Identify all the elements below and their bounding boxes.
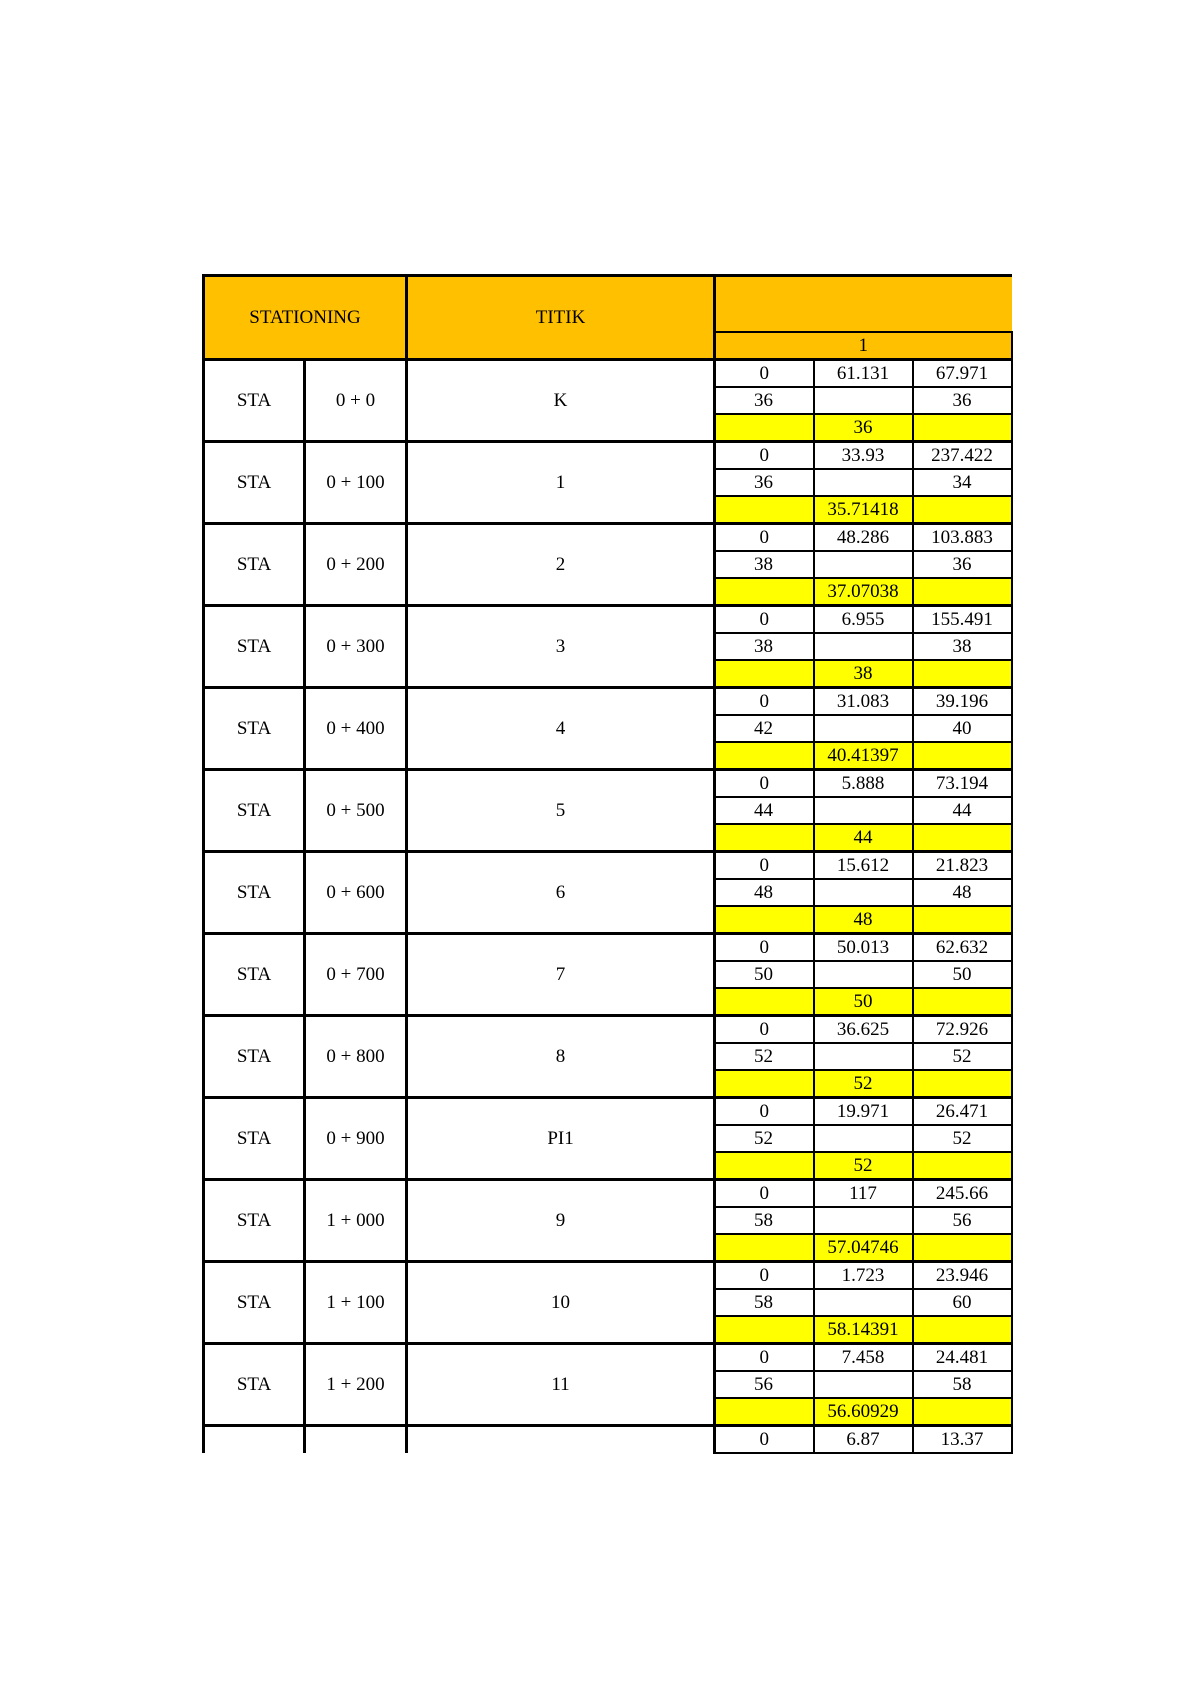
station-row — [204, 933, 1012, 961]
average-value: 35.71418 — [814, 496, 913, 524]
sta-label: STA — [204, 523, 305, 605]
cell-c3 — [913, 1152, 1012, 1180]
average-value: 52 — [814, 1070, 913, 1098]
cell-b1: 52 — [715, 1043, 814, 1070]
average-value: 48 — [814, 906, 913, 934]
stationing-value: 1 + 100 — [305, 1261, 407, 1343]
sta-empty — [204, 1425, 305, 1453]
cell-b3: 56 — [913, 1207, 1012, 1234]
titik-value: 1 — [407, 441, 715, 523]
titik-value: 8 — [407, 1015, 715, 1097]
cell-b3: 60 — [913, 1289, 1012, 1316]
stationing-value: 0 + 100 — [305, 441, 407, 523]
cell-a1: 0 — [715, 605, 814, 633]
cell-c3 — [913, 1070, 1012, 1098]
cell-a3: 72.926 — [913, 1015, 1012, 1043]
sta-label: STA — [204, 1179, 305, 1261]
cell-c1 — [715, 496, 814, 524]
average-value: 52 — [814, 1152, 913, 1180]
header-subcolumn: 1 — [715, 332, 1012, 360]
average-value: 44 — [814, 824, 913, 852]
average-value: 56.60929 — [814, 1398, 913, 1426]
sta-label: STA — [204, 605, 305, 687]
cell-b2 — [814, 879, 913, 906]
cell-b1: 38 — [715, 551, 814, 578]
spreadsheet-page — [202, 274, 1012, 1454]
stationing-value: 0 + 600 — [305, 851, 407, 933]
station-row — [204, 605, 1012, 633]
cell-c1 — [715, 1398, 814, 1426]
titik-value: 10 — [407, 1261, 715, 1343]
cell-c1 — [715, 1316, 814, 1344]
cell-c1 — [715, 660, 814, 688]
cell-c1 — [715, 824, 814, 852]
average-value: 50 — [814, 988, 913, 1016]
cell-b2 — [814, 387, 913, 414]
stationing-value: 0 + 300 — [305, 605, 407, 687]
stationing-empty — [305, 1425, 407, 1453]
stationing-table — [202, 274, 1013, 1454]
average-value: 40.41397 — [814, 742, 913, 770]
cell-c3 — [913, 1398, 1012, 1426]
cell-b3: 34 — [913, 469, 1012, 496]
station-row — [204, 523, 1012, 551]
cell-c1 — [715, 742, 814, 770]
cell-a3: 62.632 — [913, 933, 1012, 961]
stationing-value: 1 + 200 — [305, 1343, 407, 1425]
cell-b1: 38 — [715, 633, 814, 660]
cell-a2: 50.013 — [814, 933, 913, 961]
cell-a1: 0 — [715, 1097, 814, 1125]
cell-a3: 67.971 — [913, 359, 1012, 387]
average-value: 36 — [814, 414, 913, 442]
cell-c3 — [913, 578, 1012, 606]
cell-c1 — [715, 1152, 814, 1180]
station-row — [204, 1261, 1012, 1289]
cell-a1: 0 — [715, 687, 814, 715]
stationing-value: 0 + 800 — [305, 1015, 407, 1097]
cell-a3: 237.422 — [913, 441, 1012, 469]
cell-c3 — [913, 496, 1012, 524]
cell-b1: 36 — [715, 469, 814, 496]
sta-label: STA — [204, 933, 305, 1015]
cell-a2: 15.612 — [814, 851, 913, 879]
cell-b1: 58 — [715, 1207, 814, 1234]
cell-b2 — [814, 1371, 913, 1398]
titik-value: 6 — [407, 851, 715, 933]
titik-value: K — [407, 359, 715, 441]
cell-b1: 48 — [715, 879, 814, 906]
cell-a1: 0 — [715, 1425, 814, 1453]
sta-label: STA — [204, 769, 305, 851]
stationing-value: 0 + 500 — [305, 769, 407, 851]
cell-b1: 36 — [715, 387, 814, 414]
cell-a1: 0 — [715, 769, 814, 797]
header-titik: TITIK — [407, 276, 715, 360]
cell-c1 — [715, 988, 814, 1016]
cell-b2 — [814, 1289, 913, 1316]
cell-a2: 33.93 — [814, 441, 913, 469]
cell-a2: 5.888 — [814, 769, 913, 797]
sta-label: STA — [204, 687, 305, 769]
cell-a1: 0 — [715, 1261, 814, 1289]
cell-b1: 50 — [715, 961, 814, 988]
titik-value: 11 — [407, 1343, 715, 1425]
cell-b3: 52 — [913, 1043, 1012, 1070]
average-value: 58.14391 — [814, 1316, 913, 1344]
cell-b2 — [814, 1207, 913, 1234]
stationing-value: 0 + 700 — [305, 933, 407, 1015]
sta-label: STA — [204, 1343, 305, 1425]
cell-a1: 0 — [715, 933, 814, 961]
cell-b1: 52 — [715, 1125, 814, 1152]
cell-b3: 40 — [913, 715, 1012, 742]
cell-a2: 31.083 — [814, 687, 913, 715]
station-row — [204, 441, 1012, 469]
titik-value: 7 — [407, 933, 715, 1015]
cell-a3: 24.481 — [913, 1343, 1012, 1371]
cell-b1: 58 — [715, 1289, 814, 1316]
partial-row — [204, 1425, 1012, 1453]
cell-a2: 6.87 — [814, 1425, 913, 1453]
sta-label: STA — [204, 851, 305, 933]
titik-value: 5 — [407, 769, 715, 851]
stationing-value: 1 + 000 — [305, 1179, 407, 1261]
station-row — [204, 359, 1012, 387]
cell-a2: 7.458 — [814, 1343, 913, 1371]
cell-b3: 52 — [913, 1125, 1012, 1152]
cell-b3: 44 — [913, 797, 1012, 824]
cell-b3: 58 — [913, 1371, 1012, 1398]
cell-b2 — [814, 961, 913, 988]
cell-b3: 50 — [913, 961, 1012, 988]
station-row — [204, 1015, 1012, 1043]
cell-a2: 61.131 — [814, 359, 913, 387]
cell-a1: 0 — [715, 1015, 814, 1043]
cell-a1: 0 — [715, 441, 814, 469]
titik-value: 3 — [407, 605, 715, 687]
stationing-value: 0 + 200 — [305, 523, 407, 605]
cell-c3 — [913, 414, 1012, 442]
cell-b2 — [814, 469, 913, 496]
cell-a2: 19.971 — [814, 1097, 913, 1125]
sta-label: STA — [204, 1097, 305, 1179]
titik-empty — [407, 1425, 715, 1453]
titik-value: 9 — [407, 1179, 715, 1261]
titik-value: 2 — [407, 523, 715, 605]
cell-b1: 56 — [715, 1371, 814, 1398]
cell-a3: 26.471 — [913, 1097, 1012, 1125]
cell-b3: 38 — [913, 633, 1012, 660]
average-value: 38 — [814, 660, 913, 688]
station-row — [204, 1179, 1012, 1207]
cell-c3 — [913, 1234, 1012, 1262]
cell-c1 — [715, 1070, 814, 1098]
cell-b2 — [814, 715, 913, 742]
stationing-value: 0 + 900 — [305, 1097, 407, 1179]
cell-b3: 48 — [913, 879, 1012, 906]
sta-label: STA — [204, 359, 305, 441]
station-row — [204, 1097, 1012, 1125]
header-group — [715, 276, 1012, 332]
cell-a2: 36.625 — [814, 1015, 913, 1043]
cell-b2 — [814, 551, 913, 578]
cell-a3: 23.946 — [913, 1261, 1012, 1289]
cell-c1 — [715, 414, 814, 442]
cell-c1 — [715, 906, 814, 934]
titik-value: PI1 — [407, 1097, 715, 1179]
cell-a2: 117 — [814, 1179, 913, 1207]
cell-b2 — [814, 797, 913, 824]
cell-c3 — [913, 988, 1012, 1016]
stationing-value: 0 + 400 — [305, 687, 407, 769]
cell-a1: 0 — [715, 523, 814, 551]
cell-b1: 42 — [715, 715, 814, 742]
average-value: 57.04746 — [814, 1234, 913, 1262]
cell-c3 — [913, 1316, 1012, 1344]
cell-c1 — [715, 578, 814, 606]
cell-a3: 13.37 — [913, 1425, 1012, 1453]
cell-a3: 21.823 — [913, 851, 1012, 879]
stationing-value: 0 + 0 — [305, 359, 407, 441]
cell-a3: 155.491 — [913, 605, 1012, 633]
cell-a1: 0 — [715, 851, 814, 879]
cell-b2 — [814, 1043, 913, 1070]
sta-label: STA — [204, 441, 305, 523]
cell-b3: 36 — [913, 387, 1012, 414]
header-stationing: STATIONING — [204, 276, 407, 360]
cell-b3: 36 — [913, 551, 1012, 578]
station-row — [204, 1343, 1012, 1371]
cell-b1: 44 — [715, 797, 814, 824]
cell-c3 — [913, 824, 1012, 852]
cell-a1: 0 — [715, 1343, 814, 1371]
cell-a3: 245.66 — [913, 1179, 1012, 1207]
cell-a2: 48.286 — [814, 523, 913, 551]
cell-c3 — [913, 742, 1012, 770]
sta-label: STA — [204, 1015, 305, 1097]
sta-label: STA — [204, 1261, 305, 1343]
station-row — [204, 687, 1012, 715]
cell-a1: 0 — [715, 359, 814, 387]
cell-b2 — [814, 1125, 913, 1152]
cell-a2: 1.723 — [814, 1261, 913, 1289]
cell-c3 — [913, 906, 1012, 934]
average-value: 37.07038 — [814, 578, 913, 606]
cell-c1 — [715, 1234, 814, 1262]
cell-a2: 6.955 — [814, 605, 913, 633]
cell-a1: 0 — [715, 1179, 814, 1207]
cell-a3: 73.194 — [913, 769, 1012, 797]
station-row — [204, 769, 1012, 797]
titik-value: 4 — [407, 687, 715, 769]
cell-a3: 39.196 — [913, 687, 1012, 715]
station-row — [204, 851, 1012, 879]
cell-b2 — [814, 633, 913, 660]
cell-c3 — [913, 660, 1012, 688]
cell-a3: 103.883 — [913, 523, 1012, 551]
